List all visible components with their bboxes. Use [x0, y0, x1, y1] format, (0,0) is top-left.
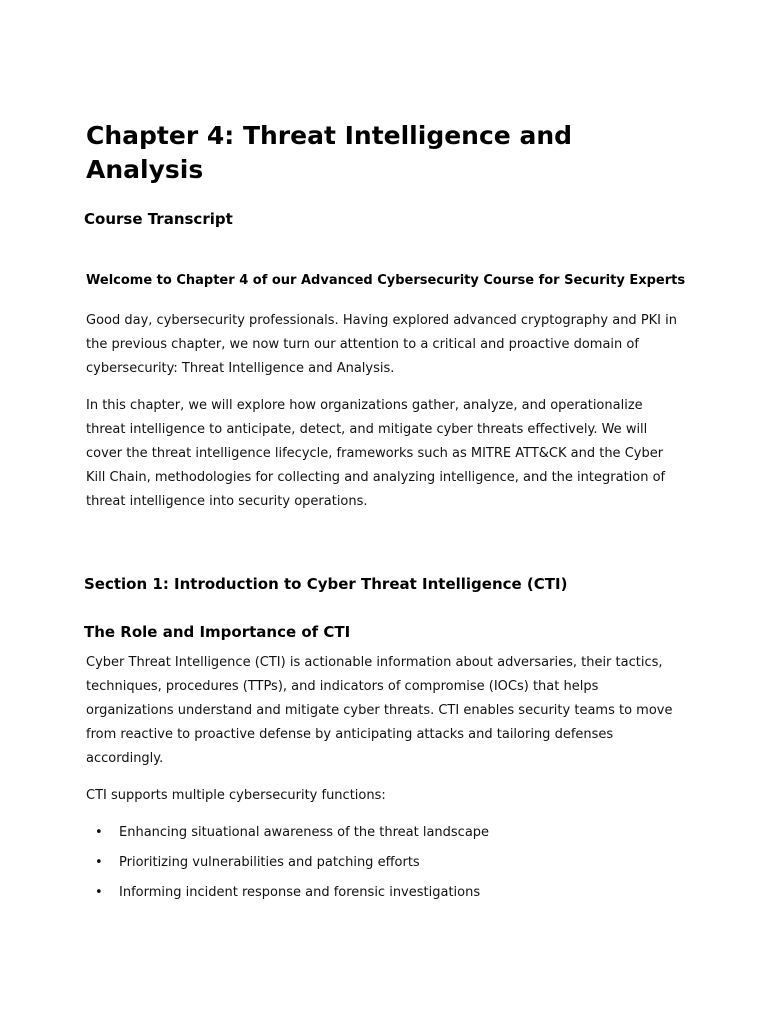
chapter-overview-paragraph: In this chapter, we will explore how organizations gather, analyze, and operationalize threat intelligence to anticipate, detect, and mitigate cyber threats effectively. We will cover the threat intelligence lifecycle, frameworks such as MITRE ATT&CK and the Cyber Kill Chain, methodologies for collecting and analyzing intelligence, and the integration of threat intelligence into security operations. [86, 398, 666, 509]
cti-functions-intro: CTI supports multiple cybersecurity functions: [86, 788, 386, 803]
welcome-heading: Welcome to Chapter 4 of our Advanced Cybersecurity Course for Security Experts [86, 273, 686, 288]
list-item [86, 821, 686, 845]
intro-paragraph: Good day, cybersecurity professionals. Having explored advanced cryptography and PKI in the previous chapter, we now turn our attention to a critical and proactive domain of cybersecurity: Threat Intelligence and Analysis. [86, 313, 677, 376]
bullet-icon: • [95, 855, 103, 870]
list-item-text: Prioritizing vulnerabilities and patching efforts [119, 855, 420, 870]
list-item-text: Enhancing situational awareness of the threat landscape [119, 825, 490, 840]
course-transcript-label: Course Transcript [84, 210, 233, 228]
section-heading: Section 1: Introduction to Cyber Threat Intelligence (CTI) [84, 575, 568, 593]
subsection-heading: The Role and Importance of CTI [84, 623, 351, 641]
list-item [86, 851, 686, 875]
bullet-icon: • [95, 885, 103, 900]
chapter-title: Chapter 4: Threat Intelligence and Analysis [86, 121, 573, 184]
list-item-text: Informing incident response and forensic investigations [119, 885, 481, 900]
cti-functions-list [86, 821, 686, 905]
cti-definition-paragraph: Cyber Threat Intelligence (CTI) is actionable information about adversaries, their tactics, techniques, procedures (TTPs), and indicators of compromise (IOCs) that helps organizations understand and mitigate cyber threats. CTI enables security teams to move from reactive to proactive defense by anticipating attacks and tailoring defenses accordingly. [86, 655, 673, 766]
document-content [86, 119, 686, 911]
bullet-icon: • [95, 825, 103, 840]
list-item [86, 881, 686, 905]
